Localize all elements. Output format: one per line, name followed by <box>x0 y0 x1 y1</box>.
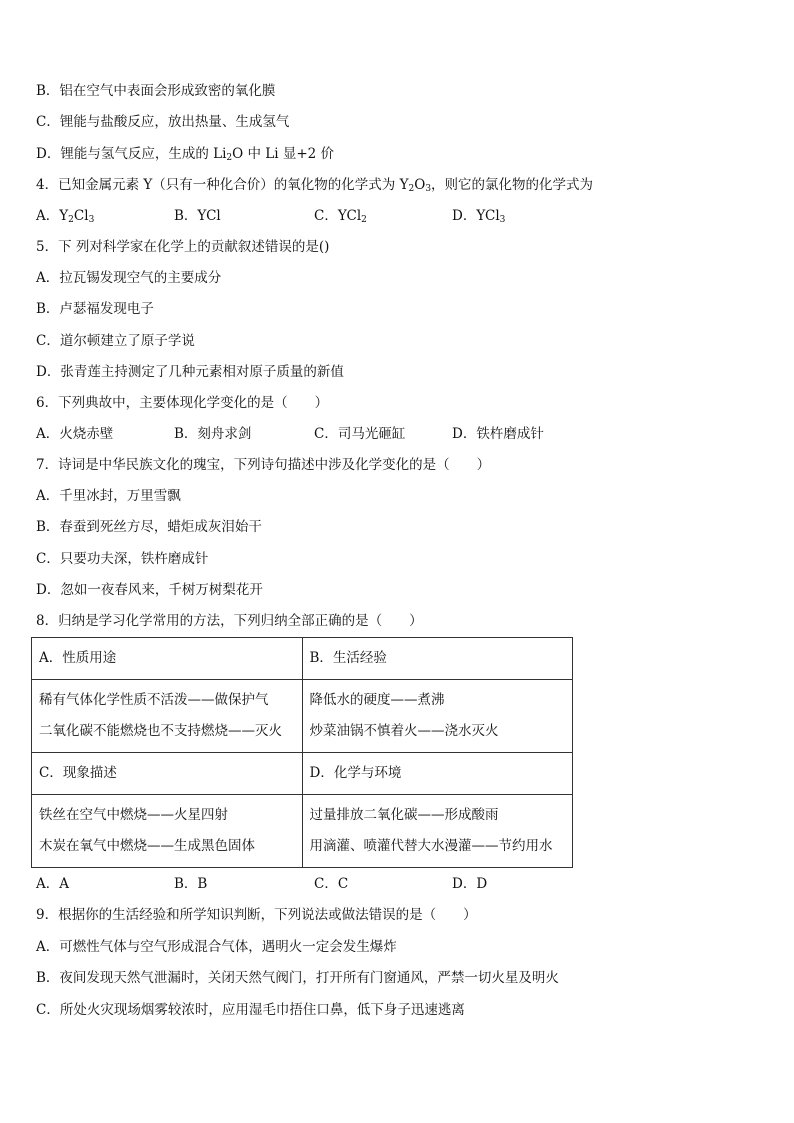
table-cell-a-body <box>32 680 303 753</box>
q9-option-b: B．夜间发现天然气泄漏时，关闭天然气阀门，打开所有门窗通风，严禁一切火星及明火 <box>36 970 559 986</box>
q5-option-d: D．张青莲主持测定了几种元素相对原子质量的新值 <box>36 364 344 380</box>
table-cell-d-heading: D．化学与环境 <box>302 753 573 795</box>
q7-option-b: B．春蚕到死丝方尽，蜡炬成灰泪始干 <box>36 519 262 535</box>
q3-option-d: D．锂能与氢气反应，生成的 $Li_2O$ 中 Li 显+2 价 <box>36 146 335 163</box>
q8-option-d: D．D <box>452 876 488 892</box>
cell-text: 二氧化碳不能燃烧也不支持燃烧——灭火 <box>39 723 282 739</box>
q6-option-d: D．铁杵磨成针 <box>452 426 544 442</box>
cell-text: 稀有气体化学性质不活泼——做保护气 <box>39 692 269 708</box>
table-cell-d-body <box>302 795 573 868</box>
q4-option-a: A．$Y_2Cl_3$ <box>36 208 95 225</box>
q6-option-b: B．刻舟求剑 <box>174 426 252 442</box>
table-row <box>32 680 573 753</box>
q8-option-a: A．A <box>36 876 69 892</box>
q4-option-c: C．YCl$_2$ <box>314 208 367 225</box>
cell-text: 过量排放二氧化碳——形成酸雨 <box>309 807 499 823</box>
q8-summary-table <box>31 637 573 868</box>
table-row <box>32 753 573 795</box>
table-cell-b-heading: B．生活经验 <box>302 638 573 680</box>
q6-stem: 6．下列典故中，主要体现化学变化的是（ ） <box>36 395 329 411</box>
q8-option-c: C．C <box>314 876 349 892</box>
q5-stem: 5．下 列对科学家在化学上的贡献叙述错误的是() <box>36 239 330 255</box>
q6-option-c: C．司马光砸缸 <box>314 426 406 442</box>
q7-option-c: C．只要功夫深，铁杵磨成针 <box>36 551 209 567</box>
q9-option-a: A．可燃性气体与空气形成混合气体，遇明火一定会发生爆炸 <box>36 939 397 955</box>
q5-option-c: C．道尔顿建立了原子学说 <box>36 333 195 349</box>
table-cell-a-heading: A．性质用途 <box>32 638 303 680</box>
q8-option-b: B．B <box>174 876 208 892</box>
cell-text: 铁丝在空气中燃烧——火星四射 <box>39 807 228 823</box>
q4-stem: 4．已知金属元素 Y（只有一种化合价）的氧化物的化学式为 $Y_2O_3$，则它的氯化物的化学式为 <box>36 177 594 194</box>
q8-stem: 8．归纳是学习化学常用的方法，下列归纳全部正确的是（ ） <box>36 613 423 629</box>
table-row <box>32 795 573 868</box>
q7-stem: 7．诗词是中华民族文化的瑰宝，下列诗句描述中涉及化学变化的是（ ） <box>36 457 491 473</box>
cell-text: 用滴灌、喷灌代替大水漫灌——节约用水 <box>309 838 553 854</box>
cell-text: 炒菜油锅不慎着火——浇水灭火 <box>309 723 499 739</box>
q6-option-a: A．火烧赤壁 <box>36 426 114 442</box>
table-cell-c-heading: C．现象描述 <box>32 753 303 795</box>
q5-option-a: A．拉瓦锡发现空气的主要成分 <box>36 270 222 286</box>
table-cell-c-body <box>32 795 303 868</box>
cell-text: 降低水的硬度——煮沸 <box>309 692 445 708</box>
q4-option-b: B．YCl <box>174 208 221 224</box>
q5-option-b: B．卢瑟福发现电子 <box>36 301 154 317</box>
table-row <box>32 638 573 680</box>
q9-option-c: C．所处火灾现场烟雾较浓时，应用湿毛巾捂住口鼻，低下身子迅速逃离 <box>36 1002 465 1018</box>
q3-option-c: C．锂能与盐酸反应，放出热量、生成氢气 <box>36 114 290 130</box>
q9-stem: 9．根据你的生活经验和所学知识判断，下列说法或做法错误的是（ ） <box>36 907 477 923</box>
cell-text: 木炭在氧气中燃烧——生成黑色固体 <box>39 838 255 854</box>
q7-option-d: D．忽如一夜春风来，千树万树梨花开 <box>36 582 263 598</box>
q3-option-b: B．铝在空气中表面会形成致密的氧化膜 <box>36 83 276 99</box>
table-cell-b-body <box>302 680 573 753</box>
q7-option-a: A．千里冰封，万里雪飘 <box>36 488 181 504</box>
q4-option-d: D．YCl$_3$ <box>452 208 506 225</box>
